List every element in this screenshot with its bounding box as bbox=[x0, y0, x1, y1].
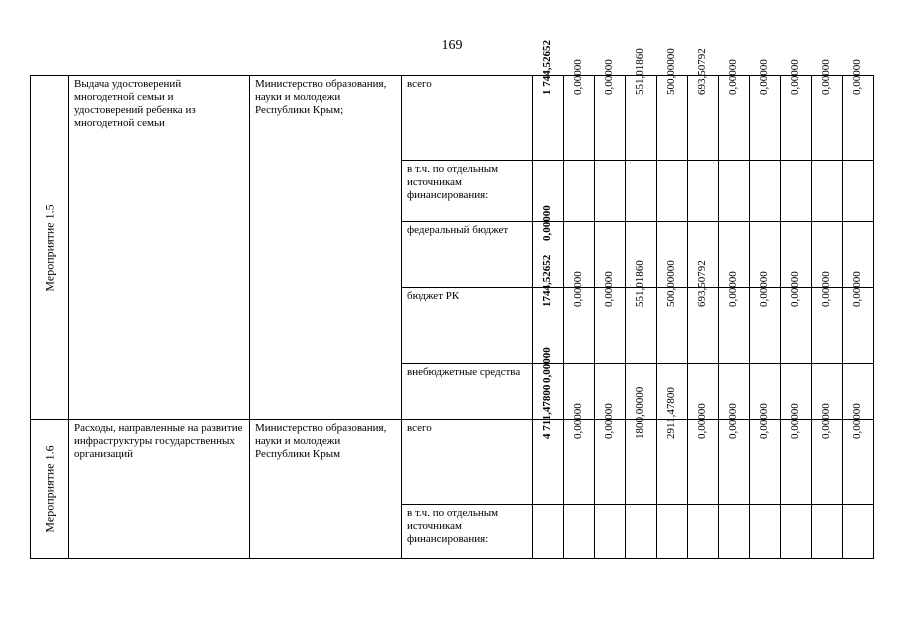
year-value: 0,00000 bbox=[789, 59, 801, 95]
year-value-cell bbox=[688, 403, 719, 505]
year-value: 500,00000 bbox=[665, 260, 677, 307]
year-value: 0,00000 bbox=[789, 271, 801, 307]
measure-name: Выдача удостоверений многодетной семьи и удостоверений ребенка из многодетной семьи bbox=[69, 76, 250, 420]
total-value: 1744,52652 bbox=[541, 254, 553, 307]
year-value: 693,50792 bbox=[696, 48, 708, 95]
year-value: 2911,47800 bbox=[665, 387, 677, 439]
total-value: 1 744,52652 bbox=[541, 40, 553, 95]
year-value-cell bbox=[781, 59, 812, 161]
year-value-cell bbox=[657, 48, 688, 161]
year-value-cell bbox=[564, 161, 595, 222]
year-value: 0,00000 bbox=[758, 271, 770, 307]
year-value-cell bbox=[750, 271, 781, 364]
total-value: 0,00000 bbox=[541, 347, 553, 383]
year-value-cell bbox=[595, 271, 626, 364]
year-value: 0,00000 bbox=[851, 59, 863, 95]
year-value: 0,00000 bbox=[789, 403, 801, 439]
year-value: 1800,00000 bbox=[634, 386, 646, 439]
year-value: 551,01860 bbox=[634, 260, 646, 307]
year-value-cell bbox=[781, 161, 812, 222]
funding-source: всего bbox=[402, 420, 533, 505]
year-value-cell bbox=[657, 260, 688, 364]
year-value-cell bbox=[564, 59, 595, 161]
year-value-cell bbox=[719, 59, 750, 161]
year-value-cell bbox=[812, 161, 843, 222]
year-value-cell bbox=[564, 505, 595, 559]
year-value: 0,00000 bbox=[603, 59, 615, 95]
page-number: 169 bbox=[441, 38, 463, 53]
year-value-cell bbox=[750, 403, 781, 505]
year-value: 693,50792 bbox=[696, 260, 708, 307]
year-value-cell bbox=[843, 161, 874, 222]
year-value-cell bbox=[564, 271, 595, 364]
year-value-cell bbox=[781, 505, 812, 559]
total-value-cell bbox=[533, 505, 564, 559]
funding-source: всего bbox=[402, 76, 533, 161]
year-value-cell bbox=[719, 161, 750, 222]
year-value-cell bbox=[595, 161, 626, 222]
total-value: 4 711,47800 bbox=[541, 384, 553, 439]
year-value: 0,00000 bbox=[851, 403, 863, 439]
year-value: 0,00000 bbox=[727, 59, 739, 95]
year-value-cell bbox=[626, 386, 657, 505]
year-value-cell bbox=[812, 403, 843, 505]
year-value: 0,00000 bbox=[572, 59, 584, 95]
total-value: 0,00000 bbox=[541, 205, 553, 241]
year-value-cell bbox=[843, 59, 874, 161]
funding-source: бюджет РК bbox=[402, 288, 533, 364]
year-value-cell bbox=[595, 59, 626, 161]
year-value: 0,00000 bbox=[820, 271, 832, 307]
year-value-cell bbox=[626, 48, 657, 161]
funding-source: в т.ч. по отдельным источникам финансирования: bbox=[402, 161, 533, 222]
total-value-cell bbox=[533, 40, 564, 161]
year-value-cell bbox=[626, 505, 657, 559]
year-value: 0,00000 bbox=[603, 271, 615, 307]
year-value: 0,00000 bbox=[572, 271, 584, 307]
year-value-cell bbox=[781, 403, 812, 505]
table-row bbox=[31, 420, 874, 505]
year-value-cell bbox=[657, 161, 688, 222]
year-value-cell bbox=[719, 403, 750, 505]
year-value: 0,00000 bbox=[727, 403, 739, 439]
funding-source: федеральный бюджет bbox=[402, 222, 533, 288]
year-value: 0,00000 bbox=[758, 59, 770, 95]
year-value-cell bbox=[626, 161, 657, 222]
year-value-cell bbox=[595, 505, 626, 559]
year-value: 0,00000 bbox=[696, 403, 708, 439]
year-value-cell bbox=[812, 271, 843, 364]
year-value: 551,01860 bbox=[634, 48, 646, 95]
year-value-cell bbox=[750, 161, 781, 222]
year-value-cell bbox=[595, 403, 626, 505]
measure-executor: Министерство образования, науки и молодежи Республики Крым; bbox=[250, 76, 402, 420]
year-value: 0,00000 bbox=[820, 403, 832, 439]
measure-label-cell bbox=[31, 420, 69, 559]
year-value-cell bbox=[657, 505, 688, 559]
year-value-cell bbox=[843, 505, 874, 559]
year-value: 0,00000 bbox=[851, 271, 863, 307]
year-value-cell bbox=[750, 59, 781, 161]
year-value-cell bbox=[750, 505, 781, 559]
measure-name: Расходы, направленные на развитие инфраструктуры государственных организаций bbox=[69, 420, 250, 559]
measure-label: Мероприятие 1.5 bbox=[42, 203, 56, 292]
year-value: 0,00000 bbox=[820, 59, 832, 95]
table-row bbox=[31, 76, 874, 161]
year-value-cell bbox=[781, 271, 812, 364]
measure-executor: Министерство образования, науки и молодежи Республики Крым bbox=[250, 420, 402, 559]
funding-source: в т.ч. по отдельным источникам финансирования: bbox=[402, 505, 533, 559]
year-value: 0,00000 bbox=[572, 403, 584, 439]
total-value-cell bbox=[533, 384, 564, 505]
year-value-cell bbox=[688, 260, 719, 364]
year-value: 0,00000 bbox=[758, 403, 770, 439]
year-value-cell bbox=[719, 505, 750, 559]
year-value-cell bbox=[812, 505, 843, 559]
year-value-cell bbox=[843, 403, 874, 505]
measure-label: Мероприятие 1.6 bbox=[42, 445, 56, 533]
year-value-cell bbox=[688, 48, 719, 161]
measure-label-cell bbox=[31, 76, 69, 420]
year-value-cell bbox=[719, 271, 750, 364]
year-value-cell bbox=[564, 403, 595, 505]
year-value: 0,00000 bbox=[603, 403, 615, 439]
year-value: 0,00000 bbox=[727, 271, 739, 307]
year-value-cell bbox=[688, 161, 719, 222]
year-value-cell bbox=[688, 505, 719, 559]
year-value-cell bbox=[626, 260, 657, 364]
year-value: 500,00000 bbox=[665, 48, 677, 95]
funding-source: внебюджетные средства bbox=[402, 364, 533, 420]
year-value-cell bbox=[657, 387, 688, 505]
year-value-cell bbox=[812, 59, 843, 161]
year-value-cell bbox=[843, 271, 874, 364]
